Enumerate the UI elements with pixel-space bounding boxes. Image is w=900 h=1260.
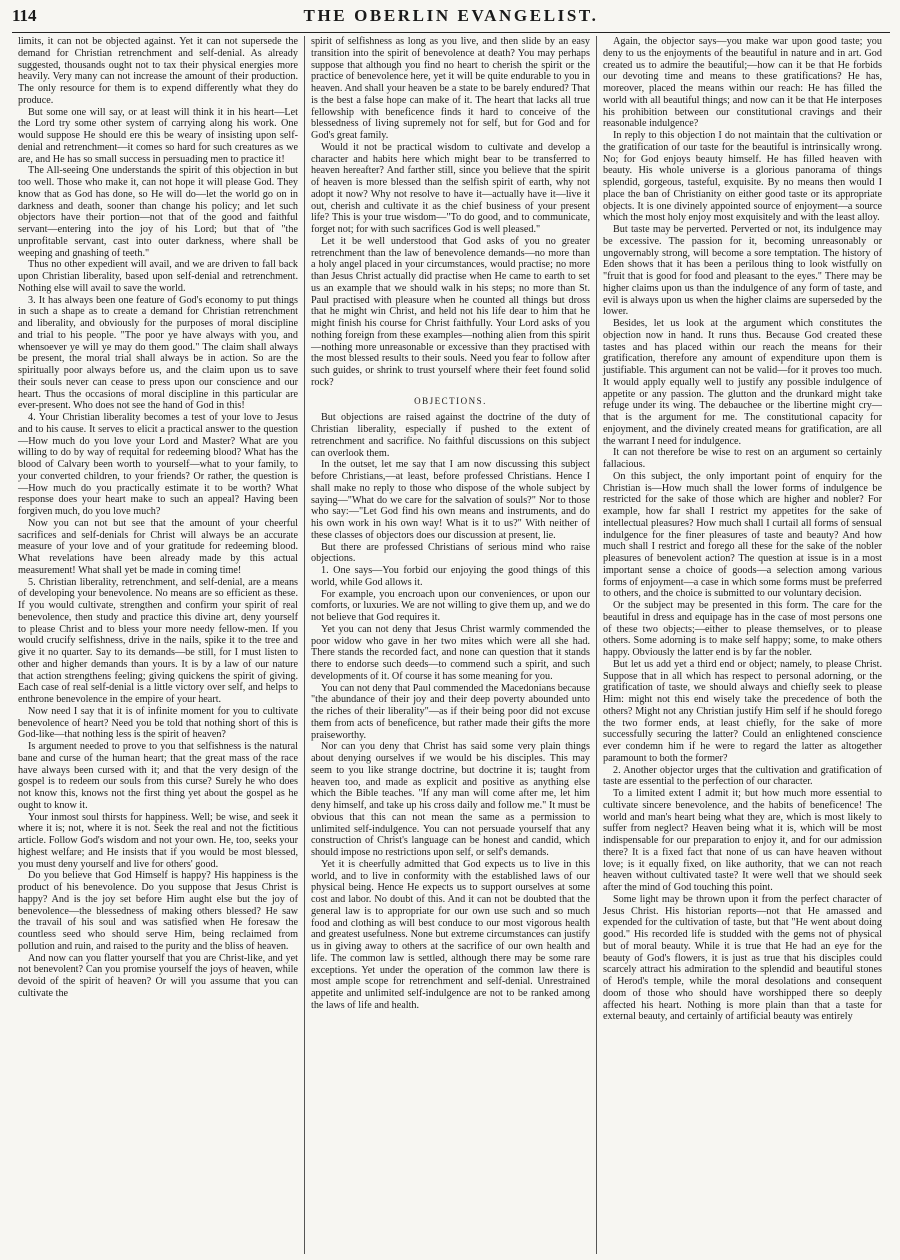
paragraph: For example, you encroach upon our conveniences, or upon our comforts, or luxuries. We are not willing to give them up, and we do not believe that God requires it. bbox=[311, 588, 590, 623]
paragraph: Thus no other expedient will avail, and we are driven to fall back upon Christian liberality, based upon self-denial and retrenchment. Nothing else will avail to save the world. bbox=[18, 259, 298, 294]
column-2 bbox=[304, 36, 596, 1254]
journal-title: THE OBERLIN EVANGELIST. bbox=[303, 6, 599, 25]
paragraph: Yet it is cheerfully admitted that God expects us to live in this world, and to live in conformity with the established laws of our physical being. Hence He expects us to support ourselves at some cost and labor. No doubt of this. And it can not be doubted that the general law is to appropriate for our own use such and so much food and clothing as will best conduce to our most vigorous health and greatest usefulness. None but extreme circumstances can justify us in giving away to others at the sacrifice of our own health and life. The common law is settled, although there may be some rare exceptions. Yet under the operation of the common law there is most ample scope for retrenchment and self-denial. Unrestrained appetite and unlimited self-indulgence are not to be ranked among the laws of life and health. bbox=[311, 858, 590, 1011]
paragraph: You can not deny that Paul commended the Macedonians because "the abundance of their joy and their deep poverty abounded unto the riches of their liberality"—as if their being poor did not excuse them from acts of beneficence, but rather made their gifts the more praiseworthy. bbox=[311, 682, 590, 741]
paragraph: Yet you can not deny that Jesus Christ warmly commended the poor widow who gave in her two mites which were all she had. There stands the recorded fact, and none can question that it stands there to endorse such deeds—to commend such a spirit, and such developments of it. Of course it has some meaning for you. bbox=[311, 623, 590, 682]
paragraph: 1. One says—You forbid our enjoying the good things of this world, while God allows it. bbox=[311, 565, 590, 588]
paragraph: And now can you flatter yourself that you are Christ-like, and yet not benevolent? Can you promise yourself the joys of heaven, while devoid of the spirit of heaven? Or will you assume that you can cultivate the bbox=[18, 952, 298, 999]
paragraph: 2. Another objector urges that the cultivation and gratification of taste are essential to the perfection of our character. bbox=[603, 764, 882, 788]
column-1 bbox=[12, 36, 304, 1254]
paragraph: Now you can not but see that the amount of your cheerful sacrifices and self-denials for Christ will always be an accurate measure of your love and of your gratitude for redeeming blood. What revelations have been already made by this actual measurement! What shall yet be made in coming time! bbox=[18, 517, 298, 576]
paragraph: Your inmost soul thirsts for happiness. Well; be wise, and seek it where it is; not, where it is not. Seek the real and not the fictitious article. Follow God's wisdom and not your own. He, too, seeks your highest welfare; and He insists that if you would be most blessed, you must deny yourself and live for others' good. bbox=[18, 811, 298, 870]
paragraph: But taste may be perverted. Perverted or not, its indulgence may be excessive. The passion for it, becoming unreasonably or ungovernably strong, will become a sore temptation. The history of Eden shows that it has been a perilous thing to look wistfully on "fruit that is good for food and pleasant to the eyes." There may be higher claims upon us than the indulgence of any form of taste, and evil is always upon us when the higher claims are superseded by the lower. bbox=[603, 224, 882, 318]
paragraph: Nor can you deny that Christ has said some very plain things about denying ourselves if we would be his disciples. This may seem to you like strange doctrine, but doctrine it is; taught from heaven too, and made as explicit and positive as anything else which the Bible teaches. "If any man will come after me, let him deny himself, and take up his cross daily and follow me." It must be obvious that this can not mean the same as a permission to unlimited self-indulgence. You can not persuade yourself that any construction of Christ's language can be honest and candid, which should impose no restrictions upon self, or self's demands. bbox=[311, 741, 590, 858]
paragraph: On this subject, the only important point of enquiry for the Christian is—How much shall the lower forms of indulgence be restricted for the sake of those which are higher and nobler? For example, how far shall I restrict my appetites for the sake of intellectual pleasures? How much shall I curtail all forms of sensual indulgence for the finer pleasures of taste and beauty? And how much shall I restrict and forego all these for the sake of the nobler pleasures of benevolent action? The question at issue is in a most important sense a choice of goods—a selection among various forms of enjoyment—a case in which some forms must be preferred to others, and the choice is submitted to our voluntary decision. bbox=[603, 470, 882, 600]
paragraph: Some light may be thrown upon it from the perfect character of Jesus Christ. His historian reports—not that He amassed and expended for the cultivation of taste, but that "He went about doing good." His recorded life is studded with the gems not of physical but of moral beauty. While it is true that He had an eye for the beauty of God's flowers, it is just as true that his disciples could scarcely attract his admiration to the splendid and beautiful stones of Herod's temple, while the moral desolations and consequent doom of those who should have worshipped there so deeply affected his heart. Nothing is more plain than that a taste for external beauty, and certainly of artificial beauty was entirely bbox=[603, 893, 882, 1023]
paragraph: Besides, let us look at the argument which constitutes the objection now in hand. It runs thus. Because God created these tastes and has placed within our reach the means for their gratification, therefore any amount of expenditure upon them is justifiable. This argument can not be valid—for it proves too much. It would apply equally well to justify any possible indulgence of appetite or any passion. The glutton and the drunkard might take refuge under its wing. The debauchee or the libertine might cry—that is the argument for me. The constitutional capacity for enjoyment, and the divinely created means for gratification, are all the warrant I need for indulgence. bbox=[603, 318, 882, 447]
paragraph: 4. Your Christian liberality becomes a test of your love to Jesus and to his cause. It serves to elicit a practical answer to the question—How much do you love your Lord and Master? What are you willing to do by way of requital for redeeming blood? What has the blood of Calvary been worth to yourself—what to your family, to your converted children, to your friends? Or rather, the question is—How much do you practically estimate it to be worth? What response does your heart make to such an appeal? Having been forgiven much, do you love much? bbox=[18, 412, 298, 517]
paragraph: To a limited extent I admit it; but how much more essential to cultivate sincere benevolence, and the habits of beneficence! The world and man's heart being what they are, which is most likely to suffer from neglect? Heaven being what it is, which will be most indispensable for our preparation to enjoy it, and for our admission there? It is a fixed fact that none of us can have heaven without love; is it equally fixed, on like authority, that we can not reach heaven without cultivated taste? It were well that we should seek after the mind of God touching this point. bbox=[603, 788, 882, 893]
paragraph: Or the subject may be presented in this form. The care for the beautiful in dress and equipage has in the case of most persons one of these two objects;—either to please themselves, or to please others. Some adorning is to make self happy; some, to make others happy. Obviously the latter end is by far the nobler. bbox=[603, 600, 882, 658]
paragraph: But some one will say, or at least will think it in his heart—Let the Lord try some other system of carrying along his work. One would suppose He should ere this be weary of insisting upon self-denial and retrenchment—it comes so hard for such creatures as we are, and He has so small success in persuading men to practice it! bbox=[18, 106, 298, 165]
paragraph: In reply to this objection I do not maintain that the cultivation or the gratification of our taste for the beautiful is intrinsically wrong. No; for God enjoys beauty himself. He has filled heaven with beauty. His whole universe is a glorious panorama of things splendid, gorgeous, tasteful, exquisite. By no means then would I place the ban of Christianity on either good taste or its appropriate objects. It is one divinely appointed source of enjoyment—a source which the most holy enjoy most exquisitely and with the least alloy. bbox=[603, 130, 882, 224]
masthead bbox=[12, 6, 890, 33]
paragraph: limits, it can not be objected against. Yet it can not supersede the demand for Christian retrenchment and self-denial. As already suggested, thousands ought not to tax their physical energies more heavily. Very many can not increase the amount of their production. The only resource for them is to expend differently what they do produce. bbox=[18, 36, 298, 106]
paragraph: Again, the objector says—you make war upon good taste; you deny to us the enjoyments of the beautiful in nature and in art. God created us to admire the beautiful;—how can it be that He forbids our devoting time and means to these gratifications? He has, moreover, placed the means within our reach: He has filled the world with all beautiful things; and now can it be that He interposes his prohibition between our constitutional cravings and their reasonable indulgence? bbox=[603, 36, 882, 130]
paragraph: But let us add yet a third end or object; namely, to please Christ. Suppose that in all which has respect to personal adorning, or the gratification of taste, we should always and chiefly seek to please Him: might not this end wisely take the precedence of both the others? Might not any Christian justify Him self if he should forego the two former ends, at least chiefly, for the sake of more successfully securing the latter? Could an enlightened conscience ever condemn him if he were to regard the latter as altogether paramount to both the former? bbox=[603, 658, 882, 764]
paragraph: But objections are raised against the doctrine of the duty of Christian liberality, especially if pushed to the extent of retrenchment and sacrifice. No faithful discussions on this subject can overlook them. bbox=[311, 412, 590, 459]
paragraph: The All-seeing One understands the spirit of this objection in but too well. Those who make it, can not hope it will please God. They know that as God has done, so He will do—let the world go on in darkness and death, sooner than change his policy; and let such objectors have their portion—not that of the good and faithful servant—entering into the joy of his Lord; but that of "the unprofitable servant, cast into outer darkness, where shall be weeping and gnashing of teeth." bbox=[18, 165, 298, 259]
paragraph: Do you believe that God Himself is happy? His happiness is the product of his benevolence. Do you suppose that Jesus Christ is happy? And is the joy set before Him aught else but the joy of benevolence—the blessedness of making others blessed? He saw the travail of his soul and was satisfied when He foresaw the countless seed who should serve Him, being reclaimed from pollution and ruin, and raised to the purity and the bliss of heaven. bbox=[18, 870, 298, 952]
paragraph: Let it be well understood that God asks of you no greater retrenchment than the law of benevolence demands—no more than a holy angel placed in your circumstances, would practise; no more than Jesus Christ actually did practise when He came to earth to set us an example that we should walk in his steps; no more than St. Paul practised with pleasure when he counted all things but dross that he might win Christ, and held not his life dear to him that he might finish his course for Christ faithfully. Your Lord asks of you nothing foreign from these examples—nothing alien from this spirit—nothing more unreasonable or excessive than they practised with the most blessed results to their souls. Need you fear to follow after such guides, or shrink to trust yourself where their feet found solid rock? bbox=[311, 235, 590, 388]
column-3 bbox=[596, 36, 888, 1254]
paragraph: It can not therefore be wise to rest on an argument so certainly fallacious. bbox=[603, 447, 882, 470]
section-heading: OBJECTIONS. bbox=[414, 395, 487, 406]
paragraph: Now need I say that it is of infinite moment for you to cultivate benevolence of heart? Need you be told that nothing short of this is God-like—that nothing less is the spirit of heaven? bbox=[18, 705, 298, 741]
paragraph: spirit of selfishness as long as you live, and then slide by an easy transition into the spirit of benevolence at death? You may perhaps suppose that although you find no heart to cherish the spirit or the practice of benevolence here, yet it will be quite endurable to you in heaven. And shall your heaven be a state to be barely endured? That is the best a false hope can make of it. The heart that lacks all true fellowship with beneficence finds it hard to conceive of the blessedness of living supremely not for self, but for God and for God's great family. bbox=[311, 36, 590, 141]
paragraph: 3. It has always been one feature of God's economy to put things in such a shape as to create a demand for Christian retrenchment and liberality, and obviously for the purposes of moral discipline and trial to his people. "The poor ye have always with you, and whensoever ye will ye may do them good." The claim shall always be present, the moral trial shall always be in action. So are the spiritually poor always before us, and the claim upon us to save their souls never can cease to press upon our conscience and our heart. Thus the occasions of moral discipline in this particular are ever-present. Who does not see the hand of God in this! bbox=[18, 294, 298, 412]
page-number: 114 bbox=[12, 6, 37, 25]
article-columns bbox=[12, 36, 890, 1254]
paragraph: In the outset, let me say that I am now discussing this subject before Christians,—at least, before professed Christians. Hence I shall make no reply to those who dispose of the whole subject by saying—"What do we care for the salvation of souls?" Nor to those who say:—"Let God find his own means and instruments, and do his own work in his own way! What is it to us?" With neither of these classes of objectors does our discussion at present, lie. bbox=[311, 459, 590, 541]
paragraph: 5. Christian liberality, retrenchment, and self-denial, are a means of developing your benevolence. No means are so efficient as these. If you would cultivate, strengthen and confirm your spirit of real benevolence, then study and practice this divine art, deny yourself to please Christ and to bless your more needy fellow-men. If you would crucify selfishness, drive in the nails, spike it to the tree and give it no quarter. Say to its demands—be still, for I must listen to other and higher demands than yours. It is by a law of our nature that action strengthens feeling; giving quickens the spirit of giving. Each case of real self-denial is a little victory over self, and helps to enthrone benevolence in the empire of your heart. bbox=[18, 576, 298, 705]
paragraph: Would it not be practical wisdom to cultivate and develop a character and habits here which might bear to be transferred to heaven hereafter? And farther still, since you believe that the spirit of heaven is more blessed than the selfish spirit of earth, why not adopt it now? Why not resolve to have it—actually have it—live it out, cherish and cultivate it as the chief business of your present life? This is your true wisdom—"To do good, and to communicate, forget not; for with such sacrifices God is well pleased." bbox=[311, 141, 590, 235]
paragraph: Is argument needed to prove to you that selfishness is the natural bane and curse of the human heart; that the great mass of the race have always been cursed with it; and that the very design of the gospel is to redeem our souls from this curse? Surely he who does not know this, knows not the first thing yet about the gospel as he ought to know it. bbox=[18, 741, 298, 811]
paragraph: But there are professed Christians of serious mind who raise objections. bbox=[311, 541, 590, 565]
